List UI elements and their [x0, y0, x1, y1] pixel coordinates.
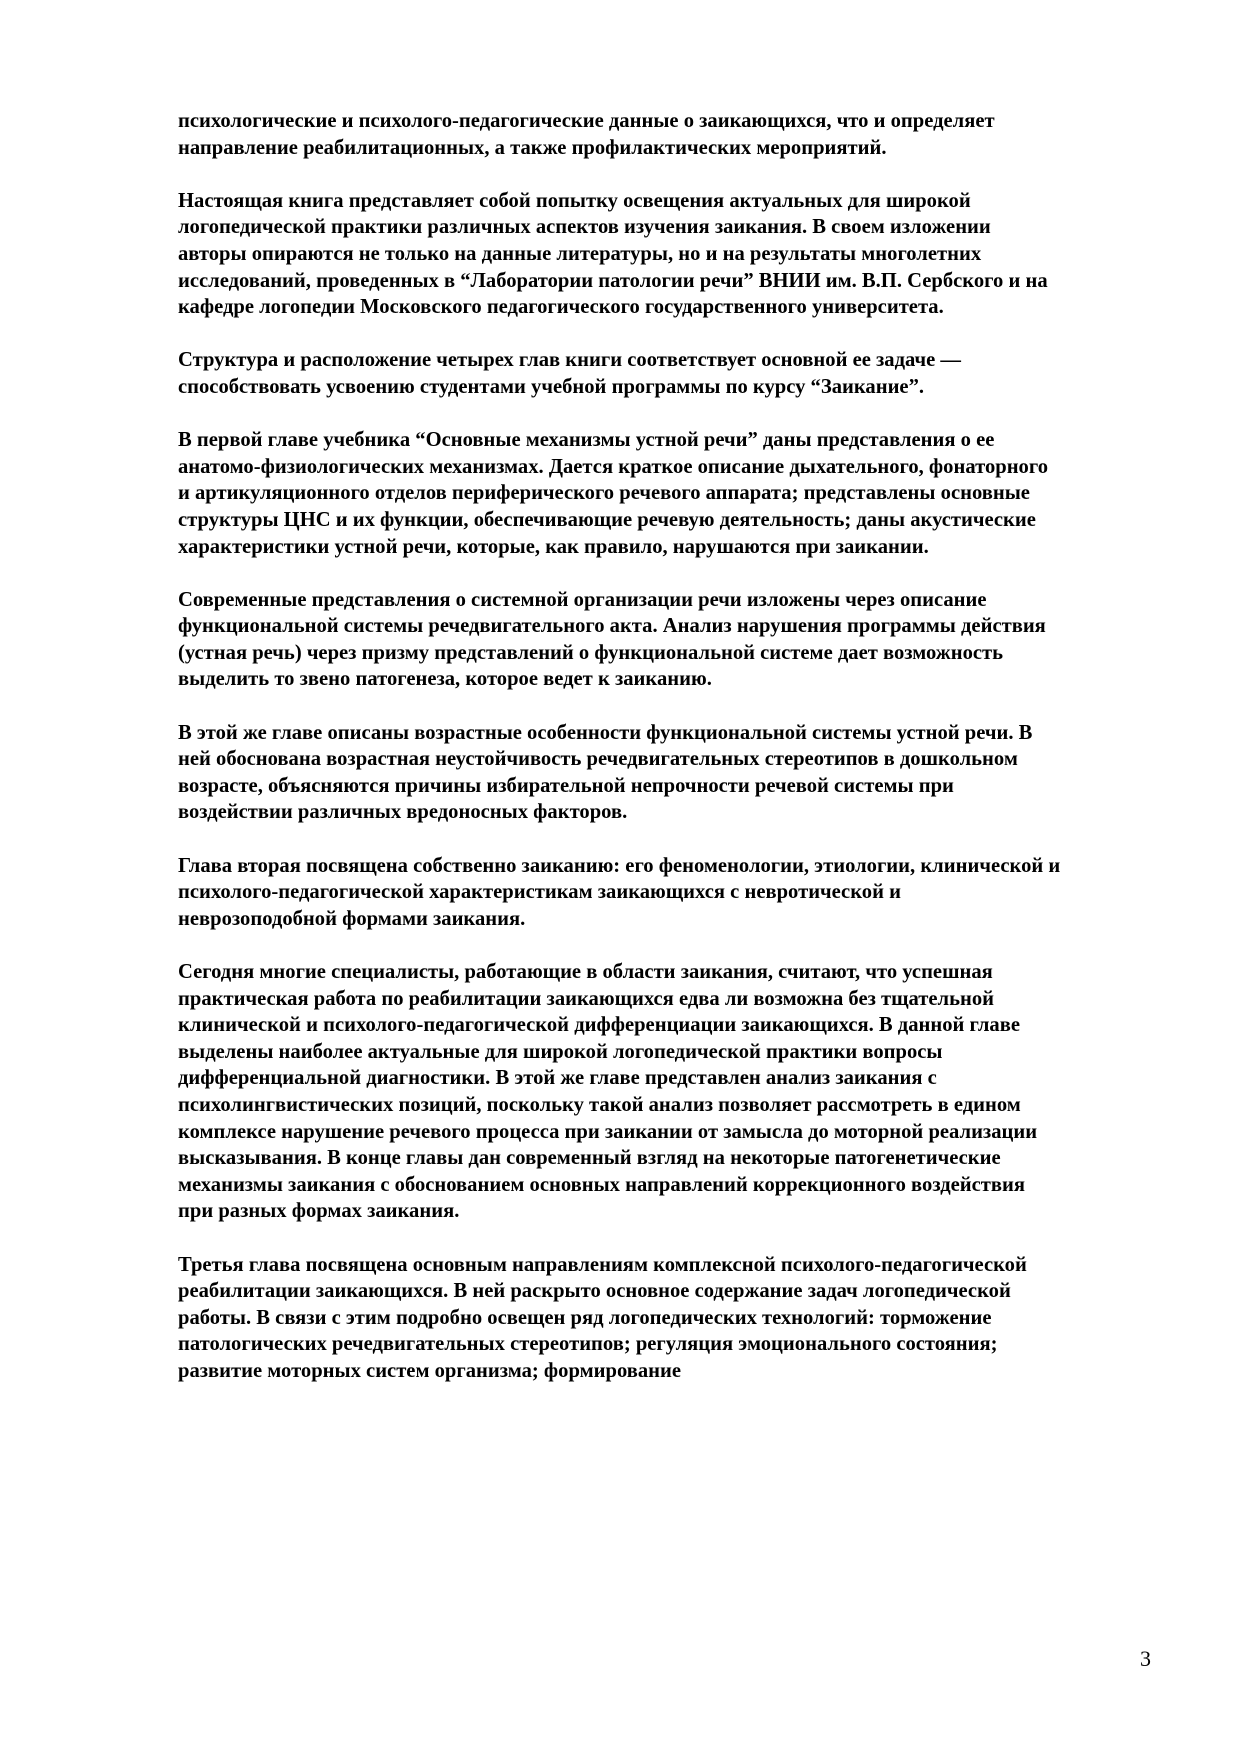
- paragraph-9: Третья глава посвящена основным направлениям комплексной психолого-педагогической реабилитации заикающихся. В ней раскрыто основное содержание задач логопедической работы. В связи с этим подробно освещен ряд логопедических технологий: торможение патологических речедвигательных стереотипов; регуляция эмоционального состояния; развитие моторных систем организма; формирование: [178, 1253, 1027, 1382]
- paragraph-5: Современные представления о системной организации речи изложены через описание функциональной системы речедвигательного акта. Анализ нарушения программы действия (устная речь) через призму представлений о функциональной системе дает возможность выделить то звено патогенеза, которое ведет к заиканию.: [178, 588, 1046, 691]
- paragraph-8: Сегодня многие специалисты, работающие в области заикания, считают, что успешная практическая работа по реабилитации заикающихся едва ли возможна без тщательной клинической и психолого-педагогической дифференциации заикающихся. В данной главе выделены наиболее актуальные для широкой логопедической практики вопросы дифференциальной диагностики. В этой же главе представлен анализ заикания с психолингвистических позиций, поскольку такой анализ позволяет рассмотреть в едином комплексе нарушение речевого процесса при заикании от замысла до моторной реализации высказывания. В конце главы дан современный взгляд на некоторые патогенетические механизмы заикания с обоснованием основных направлений коррекционного воздействия при разных формах заикания.: [178, 961, 1038, 1223]
- document-page-body: [178, 108, 1063, 1411]
- paragraph-6: В этой же главе описаны возрастные особенности функциональной системы устной речи. В ней обоснована возрастная неустойчивость речедвигательных стереотипов в дошкольном возрасте, объясняются причины избирательной непрочности речевой системы при воздействии различных вредоносных факторов.: [178, 721, 1033, 824]
- paragraph-1: психологические и психолого-педагогические данные о заикающихся, что и определяет направление реабилитационных, а также профилактических мероприятий.: [178, 110, 995, 159]
- paragraph-4: В первой главе учебника “Основные механизмы устной речи” даны представления о ее анатомо-физиологических механизмах. Дается краткое описание дыхательного, фонаторного и артикуляционного отделов периферического речевого аппарата; представлены основные структуры ЦНС и их функции, обеспечивающие речевую деятельность; даны акустические характеристики устной речи, которые, как правило, нарушаются при заикании.: [178, 429, 1048, 558]
- paragraph-7: Глава вторая посвящена собственно заиканию: его феноменологии, этиологии, клинической и психолого-педагогической характеристикам заикающихся с невротической и неврозоподобной формами заикания.: [178, 854, 1061, 930]
- page-number: 3: [1140, 1646, 1151, 1671]
- paragraph-3: Структура и расположение четырех глав книги соответствует основной ее задаче — способствовать усвоению студентами учебной программы по курсу “Заикание”.: [178, 349, 961, 398]
- paragraph-2: Настоящая книга представляет собой попытку освещения актуальных для широкой логопедической практики различных аспектов изучения заикания. В своем изложении авторы опираются не только на данные литературы, но и на результаты многолетних исследований, проведенных в “Лаборатории патологии речи” ВНИИ им. В.П. Сербского и на кафедре логопедии Московского педагогического государственного университета.: [178, 189, 1048, 319]
